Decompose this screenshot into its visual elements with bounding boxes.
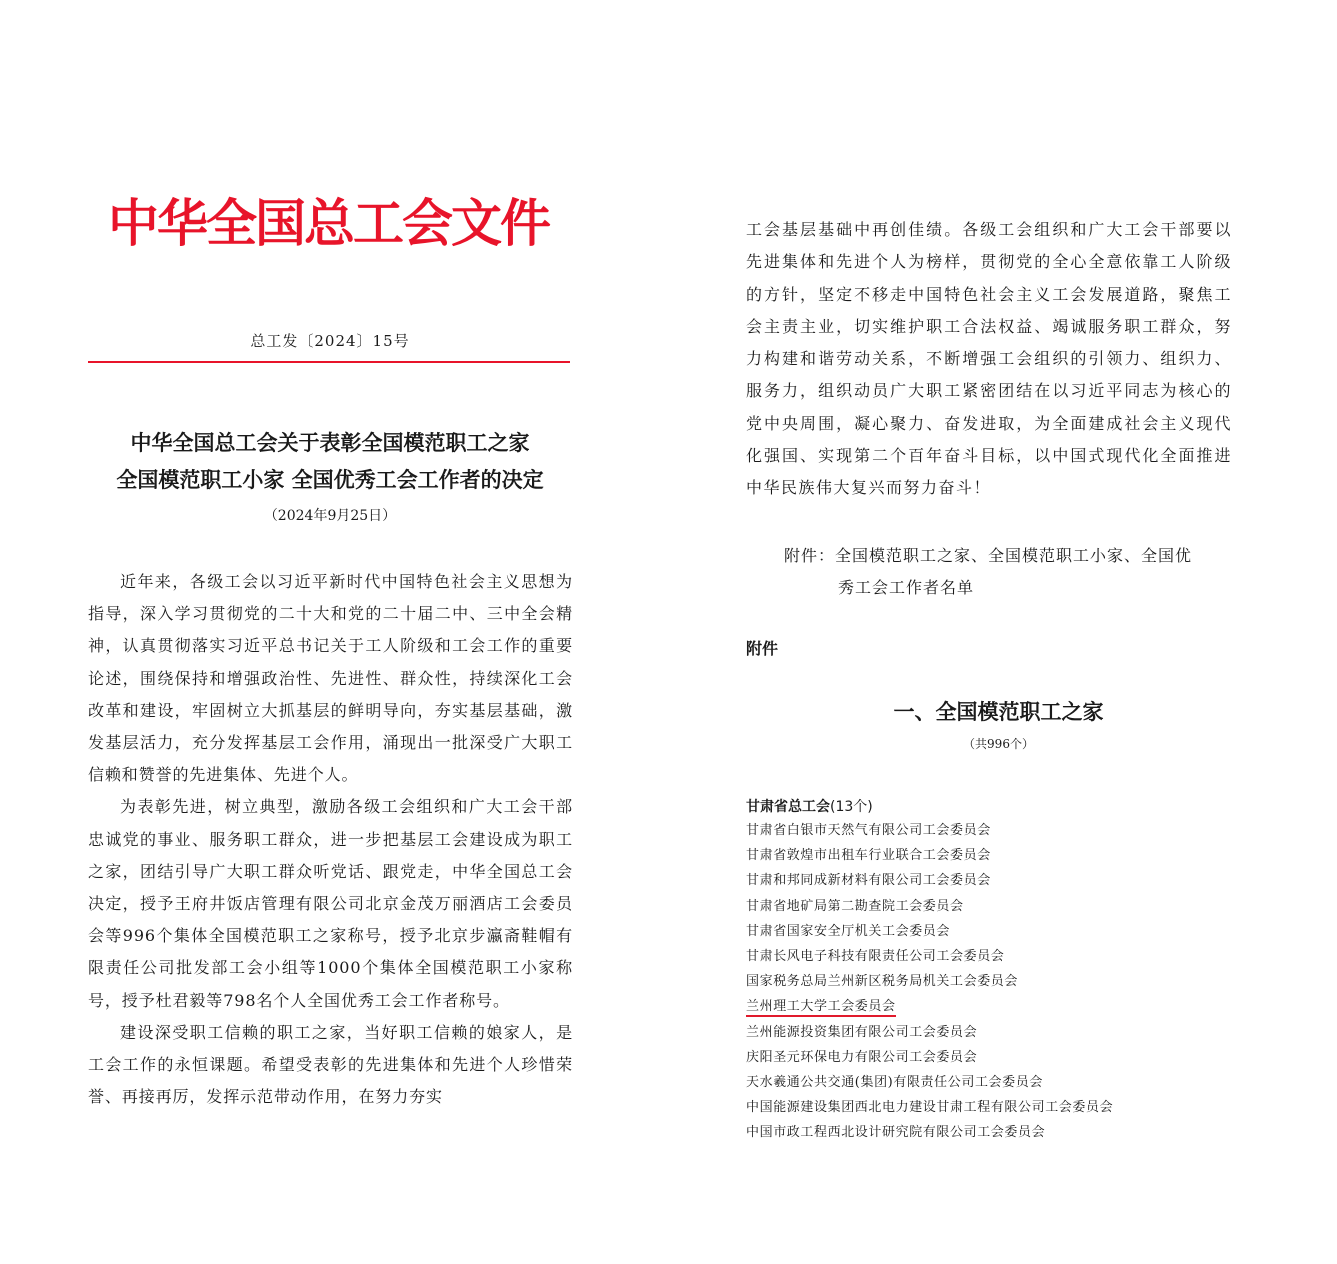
red-header-title: 中华全国总工会文件 [108, 194, 550, 254]
section-count: （共996个） [963, 737, 1034, 751]
decision-date: （2024年9月25日） [263, 508, 397, 524]
decision-title-line: 中华全国总工会关于表彰全国模范职工之家 [130, 430, 530, 455]
body-paragraph: 为表彰先进，树立典型，激励各级工会组织和广大工会干部忠诚党的事业、服务职工群众，进一步把基层工会建设成为职工之家，团结引导广大职工群众听党话、跟党走，中华全国总工会决定，授予王府井饭店管理有限公司北京金茂万丽酒店工会委员会等996个集体全国模范职工之家称号，授予北京步瀛斋鞋帽有限责任公司批发部工会小组等1000个集体全国模范职工小家称号，授予杜君毅等798名个人全国优秀工会工作者称号。 [88, 797, 573, 1010]
body-paragraph: 建设深受职工信赖的职工之家，当好职工信赖的娘家人，是工会工作的永恒课题。希望受表彰的先进集体和先进个人珍惜荣誉、再接再厉，发挥示范带动作用，在努力夯实 [88, 1022, 573, 1107]
right-page [660, 0, 1337, 1264]
attachment-note-label: 附件： [784, 546, 836, 565]
list-item: 甘肃省地矿局第二勘查院工会委员会 [746, 898, 964, 914]
decision-title [0, 424, 660, 498]
body-paragraph: 近年来，各级工会以习近平新时代中国特色社会主义思想为指导，深入学习贯彻党的二十大和党的二十届二中、三中全会精神，认真贯彻落实习近平总书记关于工人阶级和工会工作的重要论述，围绕保持和增强政治性、先进性、群众性，持续深化工会改革和建设，牢固树立大抓基层的鲜明导向，夯实基层基础，激发基层活力，充分发挥基层工会作用，涌现出一批深受广大职工信赖和赞誉的先进集体、先进个人。 [88, 572, 573, 785]
attachment-note [784, 540, 1234, 604]
list-item: 中国市政工程西北设计研究院有限公司工会委员会 [746, 1125, 1046, 1141]
unit-list [746, 818, 1114, 1145]
province-heading [746, 796, 873, 816]
decision-body [88, 566, 573, 1113]
decision-title-line: 全国模范职工小家 全国优秀工会工作者的决定 [116, 467, 544, 492]
left-page [0, 0, 660, 1264]
list-item: 庆阳圣元环保电力有限公司工会委员会 [746, 1049, 978, 1065]
list-item: 天水羲通公共交通(集团)有限责任公司工会委员会 [746, 1074, 1043, 1090]
red-divider [88, 361, 570, 363]
list-item: 甘肃省敦煌市出租车行业联合工会委员会 [746, 848, 991, 864]
province-name: 甘肃省总工会 [746, 799, 830, 815]
province-count: (13个) [830, 799, 873, 815]
attachment-note-text: 全国模范职工之家、全国模范职工小家、全国优 [835, 546, 1193, 565]
attachment-heading: 附件 [746, 639, 779, 658]
list-item: 甘肃和邦同成新材料有限公司工会委员会 [746, 873, 991, 889]
list-item: 国家税务总局兰州新区税务局机关工会委员会 [746, 974, 1019, 990]
list-item: 甘肃省白银市天然气有限公司工会委员会 [746, 823, 991, 838]
list-item: 中国能源建设集团西北电力建设甘肃工程有限公司工会委员会 [746, 1100, 1114, 1116]
attachment-note-text: 秀工会工作者名单 [838, 578, 975, 597]
body-paragraph: 工会基层基础中再创佳绩。各级工会组织和广大工会干部要以先进集体和先进个人为榜样，贯彻党的全心全意依靠工人阶级的方针，坚定不移走中国特色社会主义工会发展道路，聚焦工会主责主业，切实维护职工合法权益、竭诚服务职工群众，努力构建和谐劳动关系，不断增强工会组织的引领力、组织力、服务力，组织动员广大职工紧密团结在以习近平同志为核心的党中央周围，凝心聚力、奋发进取，为全面建成社会主义现代化强国、实现第二个百年奋斗目标，以中国式现代化全面推进中华民族伟大复兴而努力奋斗！ [746, 220, 1232, 498]
document-number: 总工发〔2024〕15号 [250, 332, 410, 350]
section-title: 一、全国模范职工之家 [893, 699, 1104, 724]
list-item: 甘肃省国家安全厅机关工会委员会 [746, 923, 951, 939]
list-item: 甘肃长风电子科技有限责任公司工会委员会 [746, 948, 1005, 964]
list-item: 兰州能源投资集团有限公司工会委员会 [746, 1024, 978, 1040]
list-item-highlighted: 兰州理工大学工会委员会 [746, 994, 1056, 1019]
continuation-text [746, 214, 1232, 505]
